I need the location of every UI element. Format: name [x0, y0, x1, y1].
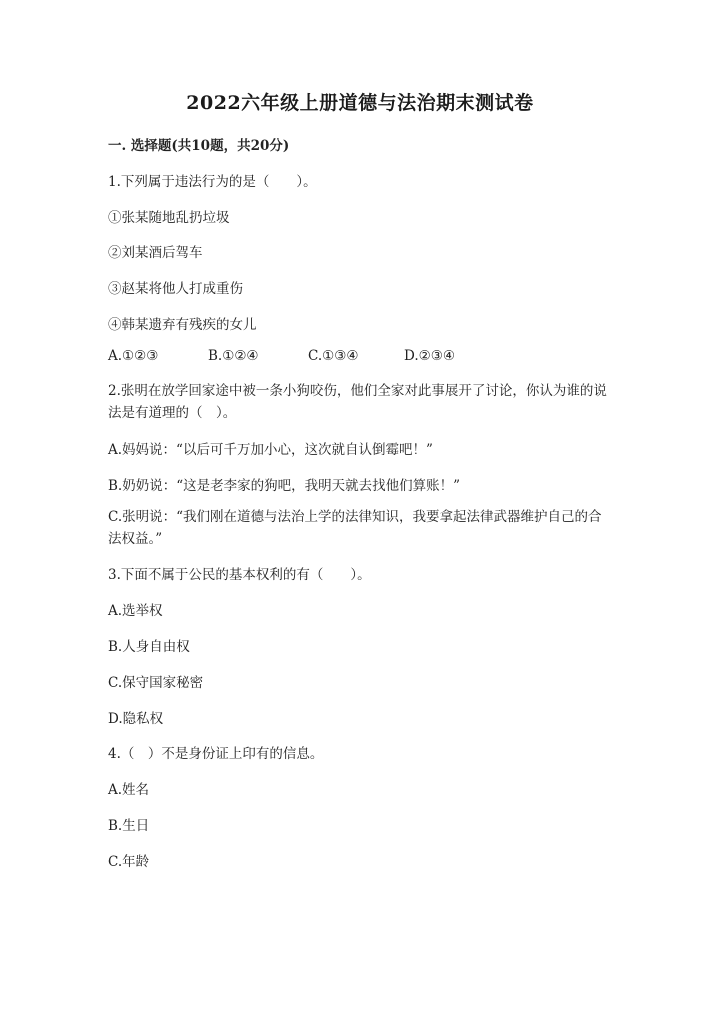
question-3-stem: 3.下面不属于公民的基本权利的有（ ）。	[108, 567, 371, 583]
question-1-item-3: ③赵某将他人打成重伤	[108, 281, 243, 297]
question-3-option-a: A.选举权	[108, 603, 163, 619]
question-2-option-a: A.妈妈说：“以后可千万加小心，这次就自认倒霉吧！”	[108, 442, 433, 458]
question-4-option-c: C.年龄	[108, 854, 150, 870]
question-2-option-b: B.奶奶说：“这是老李家的狗吧，我明天就去找他们算账！”	[108, 478, 461, 494]
question-1-option-d: D.②③④	[404, 348, 455, 364]
question-1-options	[108, 348, 455, 364]
question-1-option-a: A.①②③	[108, 348, 159, 364]
question-4-option-b: B.生日	[108, 818, 150, 834]
question-1-option-b: B.①②④	[208, 348, 259, 364]
question-2-option-c: C.张明说：“我们刚在道德与法治上学的法律知识，我要拿起法律武器维护自己的合法权益。”	[108, 509, 602, 547]
question-3-option-d: D.隐私权	[108, 711, 164, 727]
question-1-option-c: C.①③④	[308, 348, 359, 364]
question-3-option-b: B.人身自由权	[108, 639, 190, 655]
question-1-item-1: ①张某随地乱扔垃圾	[108, 210, 230, 226]
question-2-stem: 2.张明在放学回家途中被一条小狗咬伤，他们全家对此事展开了讨论，你认为谁的说法是有道理的（ ）。	[108, 383, 607, 421]
section-heading: 一. 选择题(共10题，共20分)	[108, 138, 290, 154]
question-1-item-4: ④韩某遗弃有残疾的女儿	[108, 317, 257, 333]
question-4-option-a: A.姓名	[108, 782, 150, 798]
page-title: 2022六年级上册道德与法治期末测试卷	[186, 92, 534, 114]
question-3-option-c: C.保守国家秘密	[108, 675, 204, 691]
question-1-item-2: ②刘某酒后驾车	[108, 245, 203, 261]
question-4-stem: 4.（ ）不是身份证上印有的信息。	[108, 746, 324, 762]
question-1-stem: 1.下列属于违法行为的是（ ）。	[108, 174, 317, 190]
